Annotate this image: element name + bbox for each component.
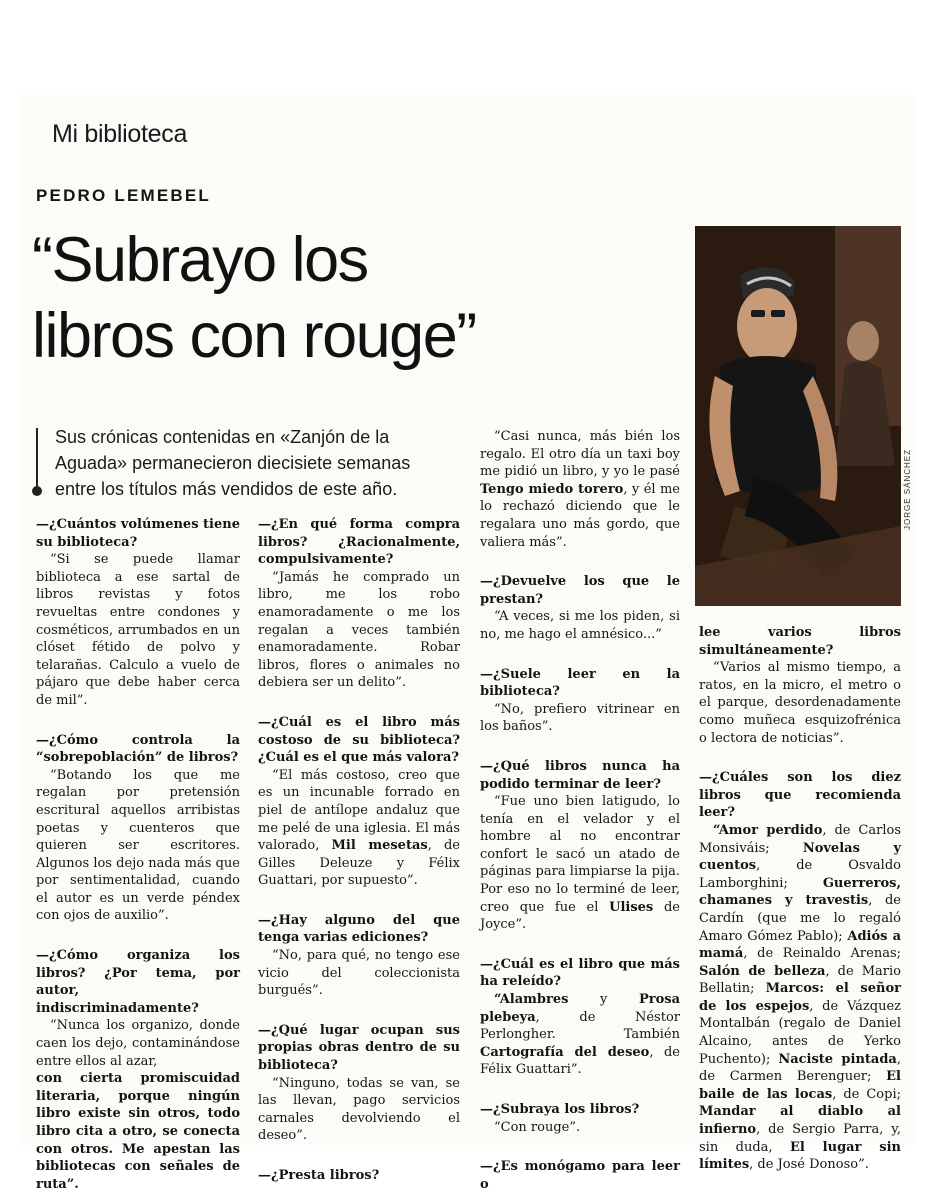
- answer: “Botando los que me regalan por pretensión escritural aquellos arribistas poetas y cuenteros que quieren ser escritores. Algunos los dejo nada más que por sentimentalidad, cuando el autor es un verde péndex con ojos de auxilio”.: [36, 767, 240, 924]
- recommendations: “Amor perdido, de Carlos Monsiváis; Novelas y cuentos, de Osvaldo Lamborghini; Guerreros, chamanes y travestis, de Cardín (que me lo regaló Amaro Gómez Pablo); Adiós a mamá, de Reinaldo Arenas; Salón de belleza, de Mario Bellatin; Marcos: el señor de los espejos, de Vázquez Montalbán (regalo de Daniel Alcaino, antes de Yerko Puchento); Naciste pintada, de Carmen Berenguer; El baile de las locas, de Copi; Mandar al diablo al infierno, de Sergio Parra, y, sin duda, El lugar sin límites, de José Donoso”.: [699, 822, 902, 1173]
- question: —¿En qué forma compra libros? ¿Racionalmente, compulsivamente?: [258, 517, 460, 568]
- book-title: “Alambres: [494, 992, 569, 1008]
- question: —¿Cómo organiza los libros? ¿Por tema, por autor, indiscriminadamente?: [36, 948, 240, 1016]
- question: —¿Suele leer en la biblioteca?: [480, 666, 680, 700]
- column-2: [258, 516, 460, 1185]
- dek-bullet: [32, 486, 42, 496]
- section-title: Mi biblioteca: [52, 120, 188, 148]
- author-photo: [695, 226, 901, 606]
- answer: “Varios al mismo tiempo, a ratos, en la micro, el metro o el parque, desordenadamente como muñeca esquizofrénica o lectora de noticias”.: [699, 660, 901, 746]
- answer: “No, para qué, no tengo ese vicio del coleccionista burgués”.: [258, 948, 460, 999]
- answer: “No, prefiero vitrinear en los baños”.: [480, 701, 680, 735]
- answer: “Alambres y Prosa plebeya, de Néstor Perlongher. También Cartografía del deseo, de Félix Guattari”.: [480, 992, 680, 1078]
- book-title: Ulises: [609, 899, 654, 915]
- answer: “Fue uno bien latigudo, lo tenía en el velador y el hombre al no encontrar confort le sacó un atado de páginas para limpiarse la pija. Por eso no lo terminé de leer, creo que fue el Ulises de Joyce”.: [480, 794, 680, 933]
- question: —¿Subraya los libros?: [480, 1102, 640, 1117]
- answer: “A veces, si me los piden, si no, me hago el amnésico...”: [480, 609, 680, 642]
- question: —¿Cuántos volúmenes tiene su biblioteca?: [36, 517, 240, 550]
- answer-bold: con cierta promiscuidad literaria, porque ningún libro existe sin otros, todo libro cita a otro, se conecta con otros. Me apestan las bibliotecas con señales de ruta”.: [36, 1071, 240, 1192]
- author-name: PEDRO LEMEBEL: [36, 186, 212, 205]
- question: —¿Cómo controla la “sobrepoblación” de libros?: [36, 732, 240, 766]
- question: —¿Cuál es el libro más costoso de su biblioteca? ¿Cuál es el que más valora?: [258, 714, 460, 766]
- question: lee varios libros simultáneamente?: [699, 625, 901, 658]
- answer: “Casi nunca, más bién los regalo. El otro día un taxi boy me pidió un libro, y yo le pasé Tengo miedo torero, y él me lo rechazó diciendo que le regalara uno más gordo, que valiera más”.: [480, 429, 680, 550]
- question: —¿Qué libros nunca ha podido terminar de leer?: [480, 758, 680, 792]
- question: —¿Es monógamo para leer o: [480, 1159, 680, 1192]
- answer: “El más costoso, creo que es un incunable forrado en piel de antílope andaluz que me pelé de una iglesia. El más valorado, Mil mesetas, de Gilles Deleuze y Félix Guattari, por supuesto”.: [258, 767, 460, 889]
- column-1: [36, 516, 240, 1193]
- answer: “Ninguno, todas se van, se las llevan, pago servicios carnales devolviendo el deseo”.: [258, 1075, 460, 1144]
- question: —¿Hay alguno del que tenga varias ediciones?: [258, 912, 460, 946]
- book-title: Prosa plebeya: [480, 992, 680, 1025]
- question: —¿Cuáles son los diez libros que recomienda leer?: [699, 770, 901, 821]
- portrait-illustration: [695, 226, 901, 606]
- photo-credit: JORGE SÁNCHEZ: [903, 448, 912, 530]
- book-title: Tengo miedo torero: [480, 481, 624, 497]
- question: —¿Devuelve los que le prestan?: [480, 574, 680, 607]
- answer: “Si se puede llamar biblioteca a ese sartal de libros revistas y fotos revueltas entre condones y cosméticos, arrumbados en un clóset fétido de polvo y telarañas. Calculo a vuelo de pájaro que debe haber cerca de mil”.: [36, 552, 240, 708]
- headline-line-2: libros con rouge”: [32, 301, 476, 371]
- dek-text: Sus crónicas contenidas en «Zanjón de la Aguada» permanecieron diecisiete semanas entre los títulos más vendidos de este año.: [55, 427, 411, 499]
- headline: [32, 222, 672, 374]
- question: —¿Cuál es el libro que más ha releído?: [480, 956, 680, 990]
- answer: “Con rouge”.: [494, 1119, 581, 1135]
- book-title: Cartografía del deseo: [480, 1044, 650, 1060]
- question: —¿Qué lugar ocupan sus propias obras dentro de su biblioteca?: [258, 1022, 460, 1074]
- book-title: Mil mesetas: [331, 838, 428, 854]
- column-3: [480, 428, 680, 1193]
- answer: “Jamás he comprado un libro, me los robo enamoradamente o me los regalan a veces también enamoradamente. Robar libros, flores o animales no debiera ser un delito”.: [258, 569, 460, 691]
- answer: “Nunca los organizo, donde caen los dejo, contaminándose entre ellos al azar,: [36, 1018, 240, 1069]
- headline-line-1: “Subrayo los: [32, 225, 368, 295]
- dek-rule: [36, 428, 38, 490]
- question: —¿Presta libros?: [258, 1168, 380, 1183]
- column-4: [699, 624, 901, 1174]
